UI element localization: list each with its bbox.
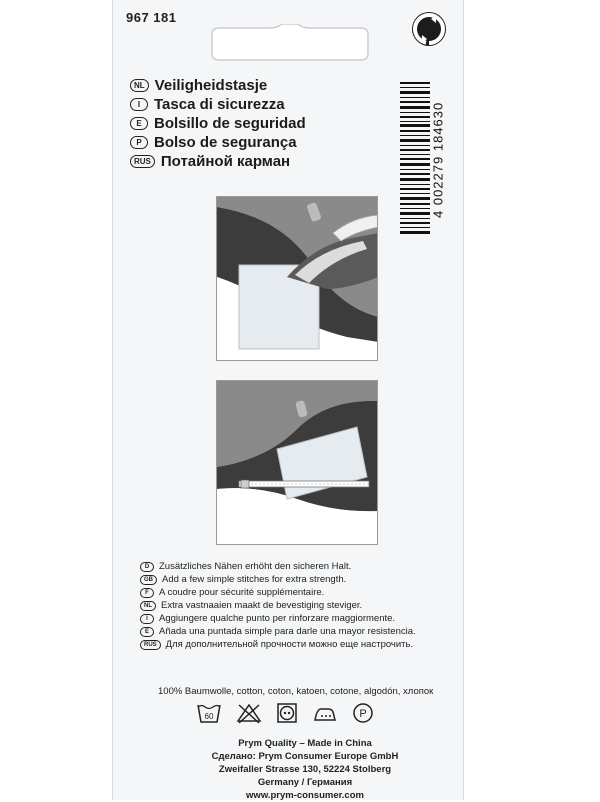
instruction-text: Extra vastnaaien maakt de bevestiging steviger. — [161, 600, 363, 611]
lang-row-i — [130, 95, 400, 114]
instruction-row — [140, 586, 460, 599]
website-link[interactable]: www.prym-consumer.com — [246, 790, 364, 801]
instruction-text: Для дополнительной прочности можно еще настрочить. — [165, 639, 414, 650]
lang-badge: F — [140, 588, 154, 598]
dry-clean-icon — [352, 702, 374, 724]
footer-line: Zweifaller Strasse 130, 52224 Stolberg — [218, 764, 392, 775]
lang-badge: RUS — [140, 640, 161, 650]
product-name: Bolso de segurança — [154, 134, 297, 151]
lang-badge: RUS — [130, 155, 155, 168]
product-name: Tasca di sicurezza — [154, 96, 285, 113]
wash-temp-label: 60 — [204, 712, 214, 721]
illustration-ironing — [216, 196, 378, 361]
instruction-text: Aggiungere qualche punto per rinforzare maggiormente. — [159, 613, 396, 624]
article-number: 967 181 — [126, 10, 177, 25]
footer-line: Prym Quality – Made in China — [238, 738, 372, 749]
lang-badge: D — [140, 562, 154, 572]
lang-badge: E — [140, 627, 154, 637]
lang-badge: GB — [140, 575, 157, 585]
instruction-row — [140, 560, 460, 573]
lang-badge: P — [130, 136, 148, 149]
lang-row-rus — [130, 152, 400, 171]
dry-clean-letter: P — [359, 708, 367, 720]
instruction-row — [140, 612, 460, 625]
illustration-stitching — [216, 380, 378, 545]
lang-row-e — [130, 114, 400, 133]
footer-line: Сделано: Prym Consumer Europe GmbH — [211, 751, 399, 762]
instruction-text: Añada una puntada simple para darle una mayor resistencia. — [159, 626, 416, 637]
lang-row-nl — [130, 76, 400, 95]
manufacturer-info — [200, 737, 410, 802]
instruction-text: Zusätzliches Nähen erhöht den sicheren Halt. — [159, 561, 352, 572]
hang-hole — [206, 24, 374, 64]
instruction-list — [140, 560, 460, 651]
footer-line: Germany / Германия — [257, 777, 353, 788]
barcode-digits: 4 002279 184630 — [430, 101, 446, 219]
wash-60-icon — [196, 702, 222, 724]
no-bleach-icon — [236, 702, 262, 724]
instruction-row — [140, 625, 460, 638]
instruction-text: A coudre pour sécurité supplémentaire. — [159, 587, 325, 598]
instruction-text: Add a few simple stitches for extra strength. — [162, 574, 347, 585]
lang-badge: I — [140, 614, 154, 624]
product-name: Потайной карман — [160, 153, 291, 170]
lang-row-p — [130, 133, 400, 152]
lang-badge: E — [130, 117, 148, 130]
material-composition: 100% Baumwolle, cotton, coton, katoen, cotone, algodón, хлопок — [158, 686, 434, 697]
iron-icon — [312, 702, 338, 724]
product-name-list — [130, 76, 400, 171]
tumble-dry-icon — [276, 702, 298, 724]
green-dot-recycle-icon — [410, 10, 448, 48]
product-name: Veiligheidstasje — [154, 77, 268, 94]
instruction-row — [140, 638, 460, 651]
lang-badge: I — [130, 98, 148, 111]
lang-badge: NL — [140, 601, 156, 611]
product-name: Bolsillo de seguridad — [154, 115, 306, 132]
lang-badge: NL — [130, 79, 149, 92]
instruction-row — [140, 599, 460, 612]
care-symbols — [196, 700, 396, 726]
instruction-row — [140, 573, 460, 586]
